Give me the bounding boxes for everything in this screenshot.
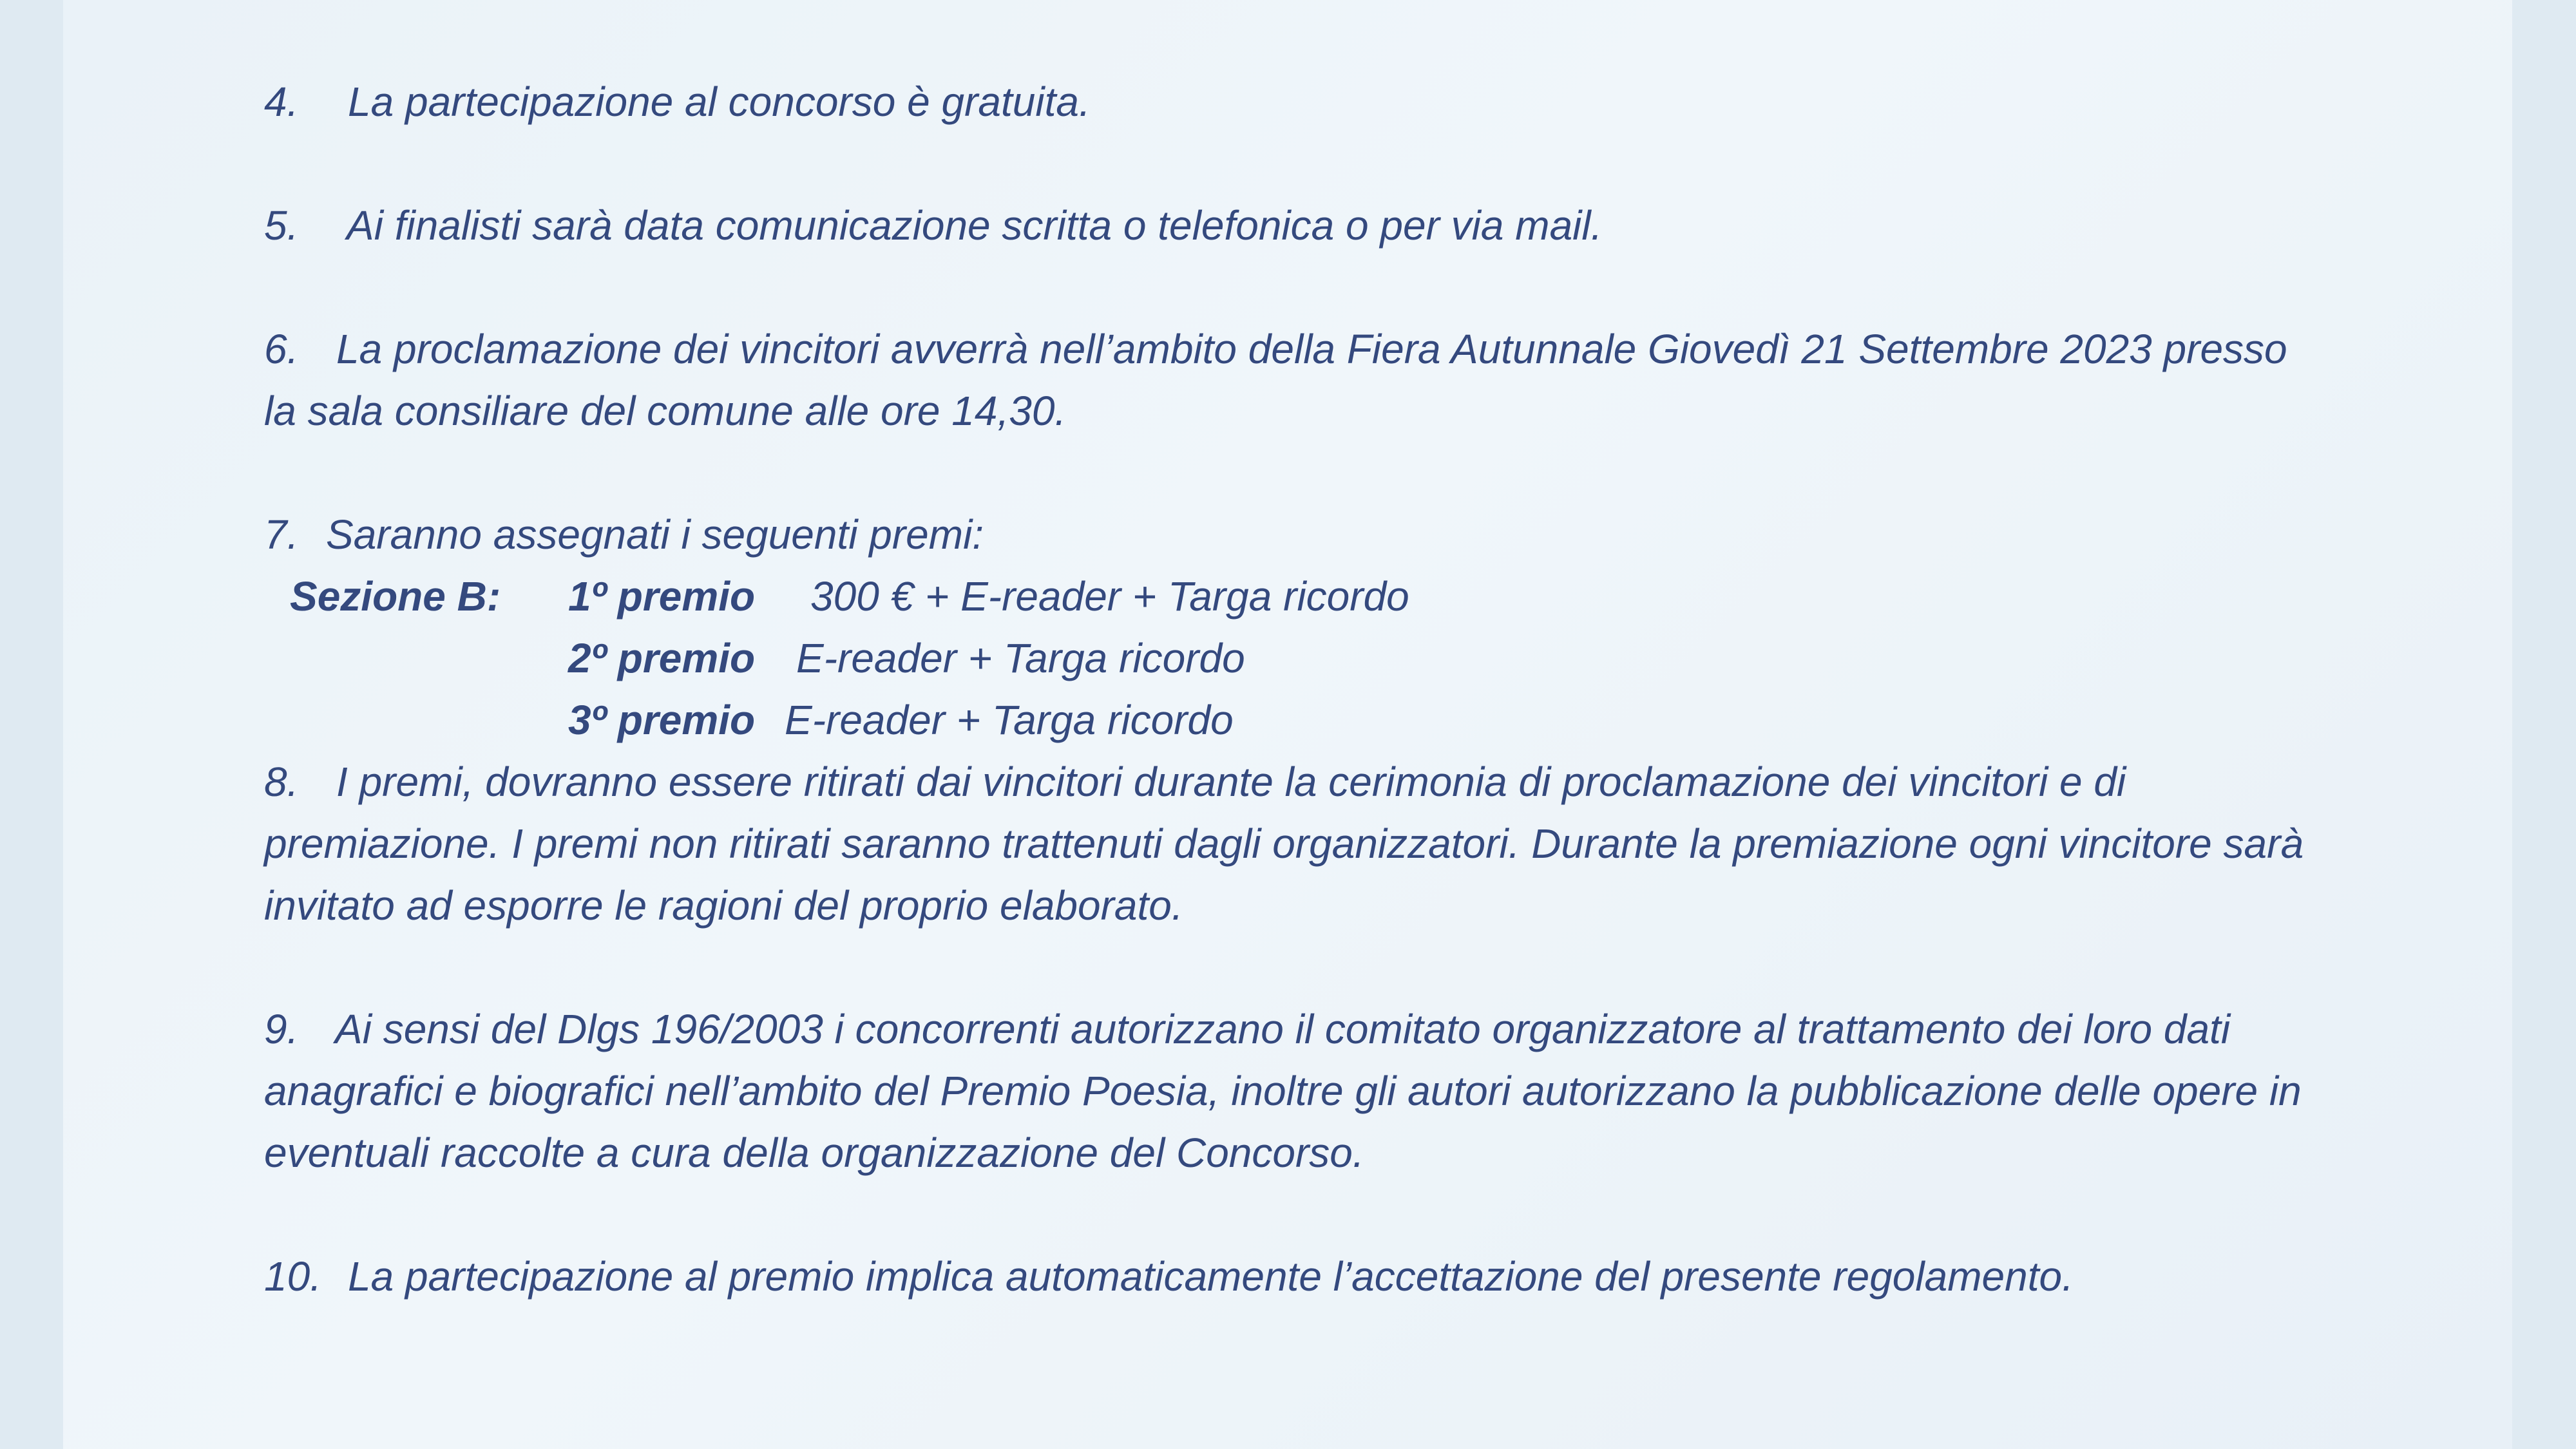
item-text: Ai finalisti sarà data comunicazione scritta o telefonica o per via mail. bbox=[347, 202, 1603, 249]
item-text: anagrafici e biografici nell’ambito del Premio Poesia, inoltre gli autori autorizzano la pubblicazione delle opere in bbox=[264, 1068, 2302, 1114]
item-text: la sala consiliare del comune alle ore 14,30. bbox=[264, 388, 1067, 434]
item-text: Ai sensi del Dlgs 196/2003 i concorrenti autorizzano il comitato organizzatore al trattamento dei loro dati bbox=[335, 1006, 2231, 1052]
item-number: 7. bbox=[264, 511, 299, 558]
prize-1-label: 1º premio bbox=[568, 573, 756, 620]
item-number: 9. bbox=[264, 1006, 299, 1052]
item-number: 4. bbox=[264, 79, 299, 125]
rule-item-8-line-2 bbox=[264, 813, 2304, 875]
right-margin bbox=[2512, 0, 2576, 1449]
item-number: 5. bbox=[264, 202, 299, 249]
item-number: 8. bbox=[264, 759, 299, 805]
rule-item-9-line-3 bbox=[264, 1122, 1364, 1184]
rule-item-9-line-1 bbox=[264, 998, 2230, 1060]
item-text: La proclamazione dei vincitori avverrà nell’ambito della Fiera Autunnale Giovedì 21 Settembre 2023 presso bbox=[336, 326, 2287, 372]
prize-1-value: 300 € + E-reader + Targa ricordo bbox=[810, 573, 1409, 620]
rule-item-5 bbox=[264, 194, 1602, 256]
rule-item-6-line-2 bbox=[264, 380, 1066, 442]
item-text: eventuali raccolte a cura della organizzazione del Concorso. bbox=[264, 1130, 1364, 1176]
rule-item-8-line-1 bbox=[264, 751, 2126, 813]
item-text: invitato ad esporre le ragioni del proprio elaborato. bbox=[264, 882, 1183, 929]
rule-item-7 bbox=[264, 504, 984, 565]
item-number: 6. bbox=[264, 326, 299, 372]
prize-2-value: E-reader + Targa ricordo bbox=[796, 635, 1245, 681]
section-label: Sezione B: bbox=[290, 573, 501, 620]
prize-2-label: 2º premio bbox=[568, 635, 756, 681]
item-text: Saranno assegnati i seguenti premi: bbox=[326, 511, 984, 558]
rule-item-6-line-1 bbox=[264, 318, 2287, 380]
item-text: premiazione. I premi non ritirati saranno trattenuti dagli organizzatori. Durante la premiazione ogni vincitore sarà bbox=[264, 820, 2304, 867]
item-text: I premi, dovranno essere ritirati dai vincitori durante la cerimonia di proclamazione dei vincitori e di bbox=[336, 759, 2126, 805]
prize-3-value: E-reader + Targa ricordo bbox=[785, 697, 1234, 743]
rule-item-4 bbox=[264, 71, 1091, 133]
rule-item-9-line-2 bbox=[264, 1060, 2302, 1122]
rule-item-8-line-3 bbox=[264, 875, 1183, 936]
item-text: La partecipazione al premio implica automaticamente l’accettazione del presente regolamento. bbox=[348, 1253, 2074, 1300]
left-margin bbox=[0, 0, 63, 1449]
item-text: La partecipazione al concorso è gratuita. bbox=[348, 79, 1091, 125]
item-number: 10. bbox=[264, 1253, 321, 1300]
prize-3-label: 3º premio bbox=[568, 697, 756, 743]
rule-item-10 bbox=[264, 1245, 2074, 1307]
